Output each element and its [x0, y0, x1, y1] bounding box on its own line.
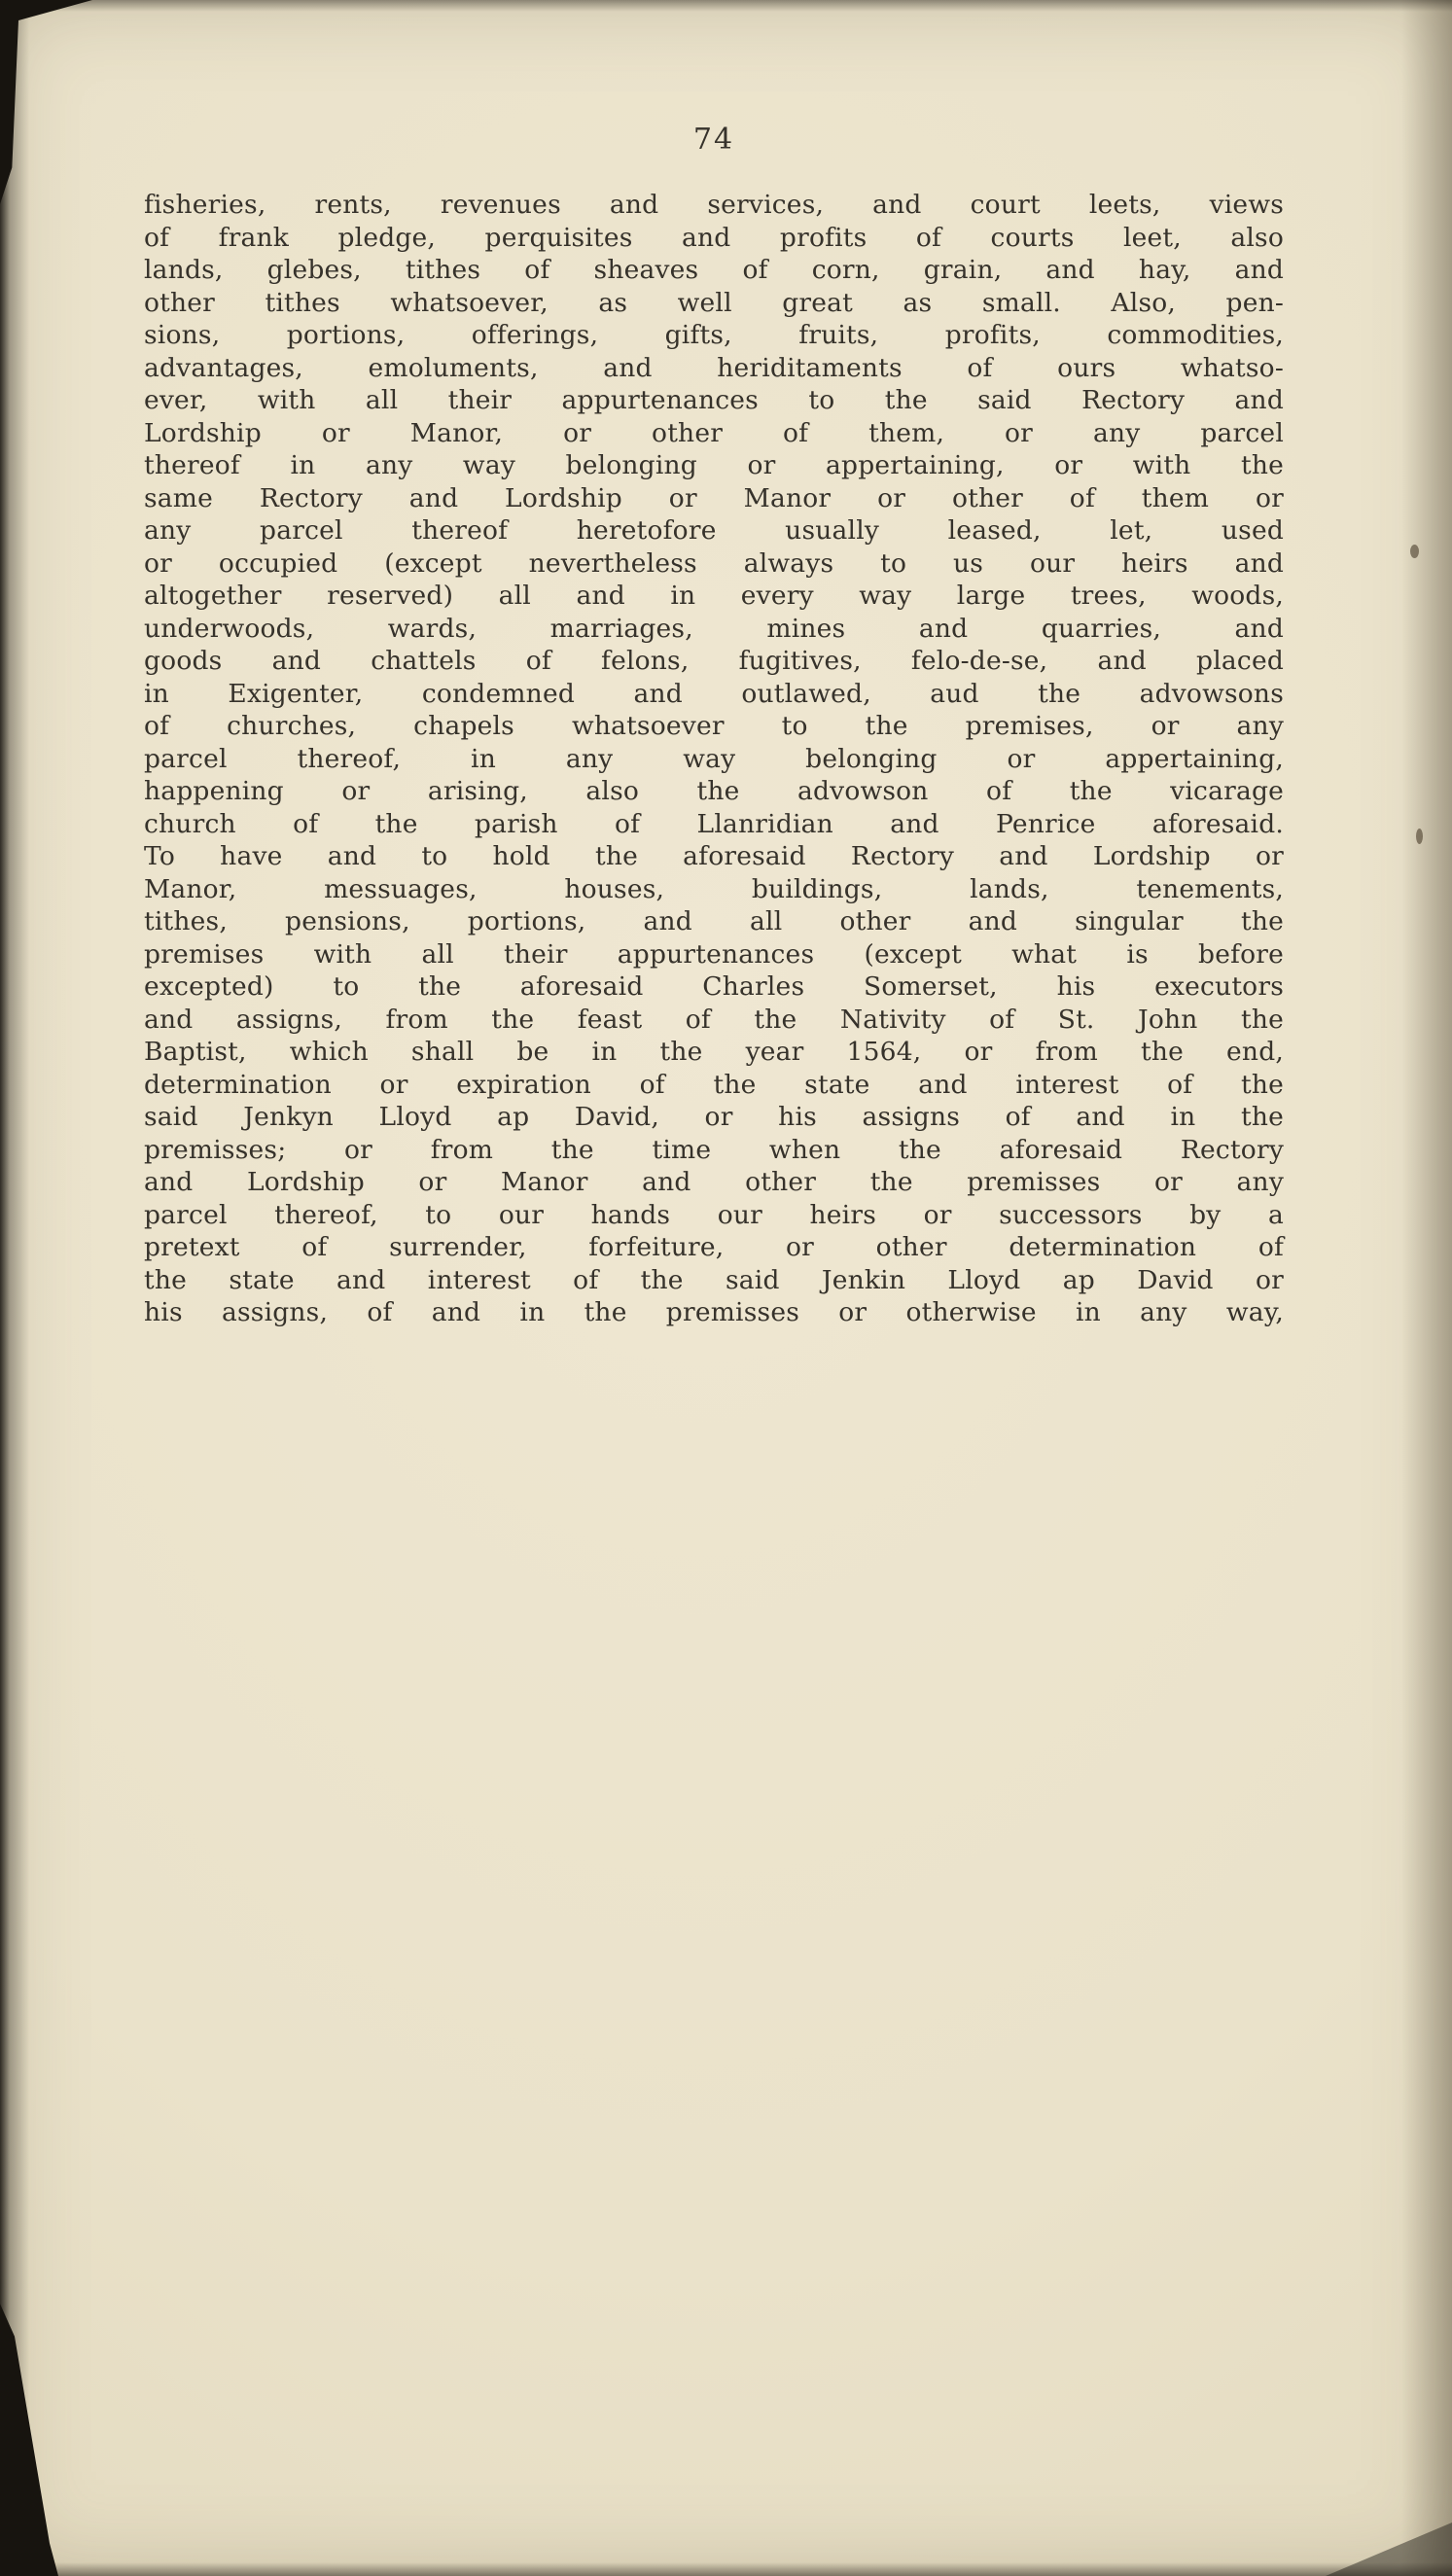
scan-speck [1416, 829, 1423, 844]
text-line: tithes, pensions, portions, and all other and singular the [144, 906, 1284, 936]
text-line: advantages, emoluments, and heriditaments of ours whatso- [144, 352, 1284, 383]
text-line: of churches, chapels whatsoever to the premises, or any [144, 711, 1284, 741]
text-line: underwoods, wards, marriages, mines and quarries, and [144, 613, 1284, 644]
text-line: thereof in any way belonging or appertaining, or with the [144, 450, 1284, 480]
text-line: said Jenkyn Lloyd ap David, or his assigns of and in the [144, 1102, 1284, 1132]
text-line: sions, portions, offerings, gifts, fruits, profits, commodities, [144, 320, 1284, 350]
text-line: parcel thereof, to our hands our heirs or successors by a [144, 1199, 1284, 1230]
text-line: premises with all their appurtenances (except what is before [144, 938, 1284, 970]
text-line: church of the parish of Llanridian and Penrice aforesaid. [144, 808, 1284, 839]
text-line: the state and interest of the said Jenkin Lloyd ap David or [144, 1264, 1284, 1295]
page-text [144, 189, 1284, 1329]
scan-edge-top [0, 0, 1452, 12]
text-line: To have and to hold the aforesaid Rectory and Lordship or [144, 841, 1284, 871]
text-line: Lordship or Manor, or other of them, or any parcel [144, 417, 1284, 448]
scan-edge-left [0, 0, 29, 2576]
text-line: other tithes whatsoever, as well great as small. Also, pen- [144, 287, 1284, 318]
text-line: lands, glebes, tithes of sheaves of corn, grain, and hay, and [144, 255, 1284, 285]
text-line: ever, with all their appurtenances to the said Rectory and [144, 385, 1284, 415]
text-line: Baptist, which shall be in the year 1564, or from the end, [144, 1037, 1284, 1067]
text-line: determination or expiration of the state and interest of the [144, 1069, 1284, 1100]
text-line: in Exigenter, condemned and outlawed, aud the advowsons [144, 678, 1284, 709]
text-line: happening or arising, also the advowson of the vicarage [144, 776, 1284, 806]
scan-edge-right [1401, 0, 1452, 2576]
text-line: his assigns, of and in the premisses or otherwise in any way, [144, 1297, 1284, 1327]
text-line: parcel thereof, in any way belonging or appertaining, [144, 743, 1284, 774]
scan-edge-bottom [0, 2562, 1452, 2576]
page-number: 74 [692, 123, 735, 157]
text-line: altogether reserved) all and in every way large trees, woods, [144, 581, 1284, 611]
scan-corner-bottom-left [0, 2304, 58, 2576]
text-line: pretext of surrender, forfeiture, or other determination of [144, 1232, 1284, 1262]
text-line: goods and chattels of felons, fugitives, felo-de-se, and placed [144, 646, 1284, 676]
scan-speck [1410, 545, 1419, 558]
text-line: and assigns, from the feast of the Nativity of St. John the [144, 1004, 1284, 1035]
text-line: and Lordship or Manor and other the premisses or any [144, 1167, 1284, 1197]
text-line: premisses; or from the time when the aforesaid Rectory [144, 1134, 1284, 1165]
text-line: excepted) to the aforesaid Charles Somerset, his executors [144, 971, 1284, 1002]
scan-corner-bottom-right [1326, 2523, 1452, 2576]
text-line: of frank pledge, perquisites and profits of courts leet, also [144, 222, 1284, 253]
text-line: fisheries, rents, revenues and services, and court leets, views [144, 190, 1284, 220]
text-line: any parcel thereof heretofore usually leased, let, used [144, 515, 1284, 546]
text-line: or occupied (except nevertheless always to us our heirs and [144, 547, 1284, 579]
text-line: same Rectory and Lordship or Manor or other of them or [144, 482, 1284, 513]
text-line: Manor, messuages, houses, buildings, lands, tenements, [144, 873, 1284, 904]
